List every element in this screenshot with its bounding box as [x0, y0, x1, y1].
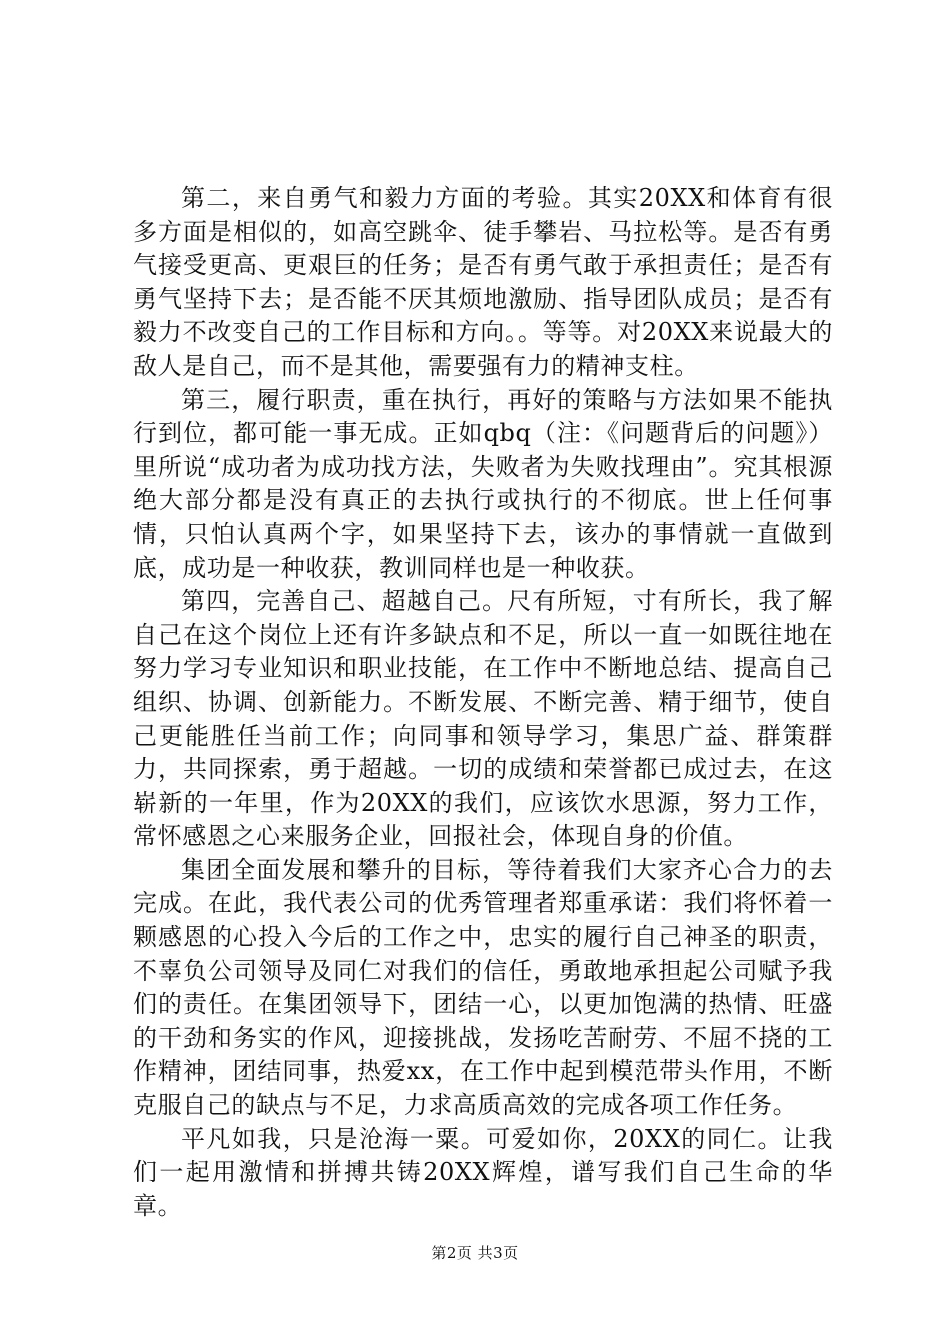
paragraph-group-commitment: 集团全面发展和攀升的目标，等待着我们大家齐心合力的去完成。在此，我代表公司的优秀管理者郑重承诺：我们将怀着一颗感恩的心投入今后的工作之中，忠实的履行自己神圣的职责，不辜负公司领导及同仁对我们的信任，勇敢地承担起公司赋予我们的责任。在集团领导下，团结一心，以更加饱满的热情、旺盛的干劲和务实的作风，迎接挑战，发扬吃苦耐劳、不屈不挠的工作精神，团结同事，热爱xx，在工作中起到模范带头作用，不断克服自己的缺点与不足，力求高质高效的完成各项工作任务。 [133, 855, 833, 1120]
paragraph-second-test: 第二，来自勇气和毅力方面的考验。其实20XX和体育有很多方面是相似的，如高空跳伞、徒手攀岩、马拉松等。是否有勇气接受更高、更艰巨的任务；是否有勇气敢于承担责任；是否有勇气坚持下去；是否能不厌其烦地激励、指导团队成员；是否有毅力不改变自己的工作目标和方向。。等等。对20XX来说最大的敌人是自己，而不是其他，需要强有力的精神支柱。 [133, 184, 833, 380]
paragraph-third-execution: 第三，履行职责，重在执行，再好的策略与方法如果不能执行到位，都可能一事无成。正如qbq（注：《问题背后的问题》）里所说“成功者为成功找方法，失败者为失败找理由”。究其根源绝大部分都是没有真正的去执行或执行的不彻底。世上任何事情，只怕认真两个字，如果坚持下去，该办的事情就一直做到底，成功是一种收获，教训同样也是一种收获。 [133, 385, 833, 582]
paragraph-closing: 平凡如我，只是沧海一粟。可爱如你，20XX的同仁。让我们一起用激情和拼搏共铸20XX辉煌，谱写我们自己生命的华章。 [133, 1124, 833, 1220]
paragraph-fourth-self-improvement: 第四，完善自己、超越自己。尺有所短，寸有所长，我了解自己在这个岗位上还有许多缺点和不足，所以一直一如既往地在努力学习专业知识和职业技能，在工作中不断地总结、提高自己组织、协调、创新能力。不断发展、不断完善、精于细节，使自己更能胜任当前工作；向同事和领导学习，集思广益、群策群力，共同探索，勇于超越。一切的成绩和荣誉都已成过去，在这崭新的一年里，作为20XX的我们，应该饮水思源，努力工作，常怀感恩之心来服务企业，回报社会，体现自身的价值。 [133, 587, 833, 851]
page-number-footer: 第2页 共3页 [431, 1244, 519, 1262]
document-body [133, 182, 833, 1223]
